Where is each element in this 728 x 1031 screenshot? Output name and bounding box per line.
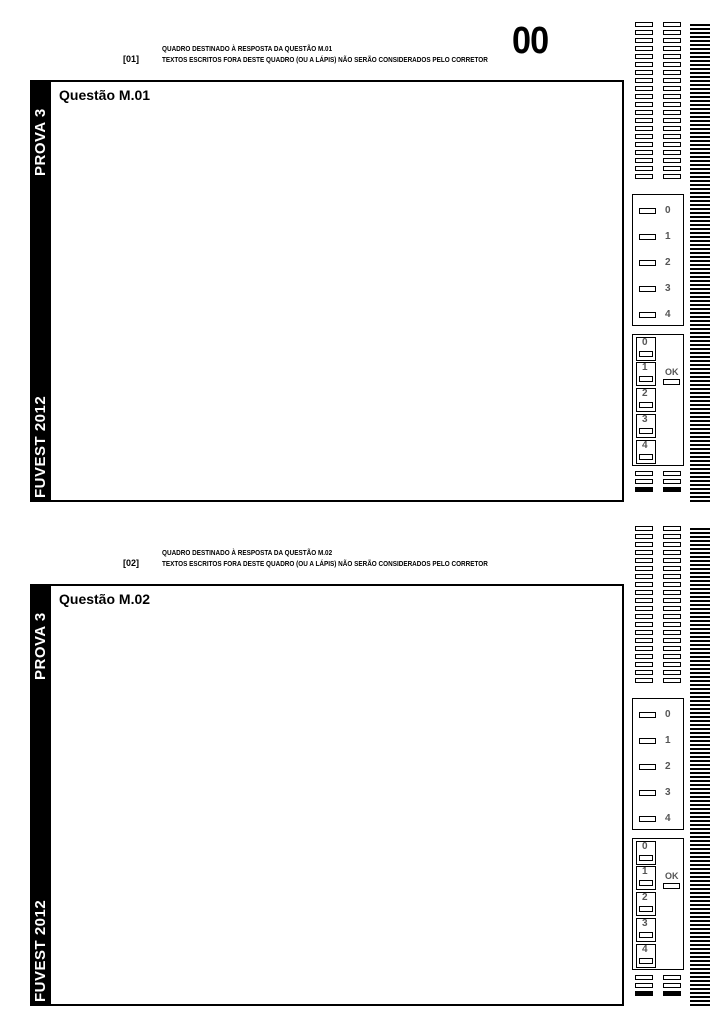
mark-grid-right [663,22,681,182]
ok-digit-option[interactable]: 0 [636,841,656,865]
header-warning: TEXTOS ESCRITOS FORA DESTE QUADRO (OU A LÁPIS) NÃO SERÃO CONSIDERADOS PELO CORRETOR [162,55,488,64]
bottom-marks-right [663,975,681,996]
ok-digit-option[interactable]: 3 [636,414,656,438]
ok-digit-option[interactable]: 2 [636,388,656,412]
question-title: Questão M.02 [59,591,151,607]
barcode [690,528,710,1006]
ok-options [632,334,684,466]
ok-digit-option[interactable]: 3 [636,918,656,942]
ok-digit-option[interactable]: 1 [636,866,656,890]
ok-digit-option[interactable]: 2 [636,892,656,916]
ok-checkbox[interactable] [663,883,680,889]
side-label-fuvest: FUVEST 2012 [32,395,49,498]
score-options: 0 1 2 3 4 [632,698,684,830]
header-instruction: QUADRO DESTINADO À RESPOSTA DA QUESTÃO M.01 [162,44,333,53]
barcode [690,24,710,502]
side-label-prova: PROVA 3 [32,612,49,680]
ok-digit-option[interactable]: 4 [636,440,656,464]
answer-section-2 [0,504,728,1009]
bottom-marks-left [635,975,653,996]
answer-box[interactable] [49,80,624,502]
bottom-marks-left [635,471,653,492]
ok-label: OK [665,871,679,881]
page-number: 00 [512,20,549,62]
ok-checkbox[interactable] [663,379,680,385]
question-number: [01] [123,54,140,64]
score-options: 0 1 2 3 4 [632,194,684,326]
header-warning: TEXTOS ESCRITOS FORA DESTE QUADRO (OU A LÁPIS) NÃO SERÃO CONSIDERADOS PELO CORRETOR [162,559,488,568]
mark-grid-left [635,22,653,182]
ok-label: OK [665,367,679,377]
question-title: Questão M.01 [59,87,151,103]
side-label-fuvest: FUVEST 2012 [32,899,49,1002]
answer-box[interactable] [49,584,624,1006]
bottom-marks-right [663,471,681,492]
question-number: [02] [123,558,140,568]
side-label-prova: PROVA 3 [32,108,49,176]
ok-digit-option[interactable]: 1 [636,362,656,386]
ok-digit-option[interactable]: 0 [636,337,656,361]
mark-grid-right [663,526,681,686]
ok-digit-option[interactable]: 4 [636,944,656,968]
ok-options [632,838,684,970]
header-instruction: QUADRO DESTINADO À RESPOSTA DA QUESTÃO M.02 [162,548,333,557]
answer-section-1 [0,0,728,505]
mark-grid-left [635,526,653,686]
